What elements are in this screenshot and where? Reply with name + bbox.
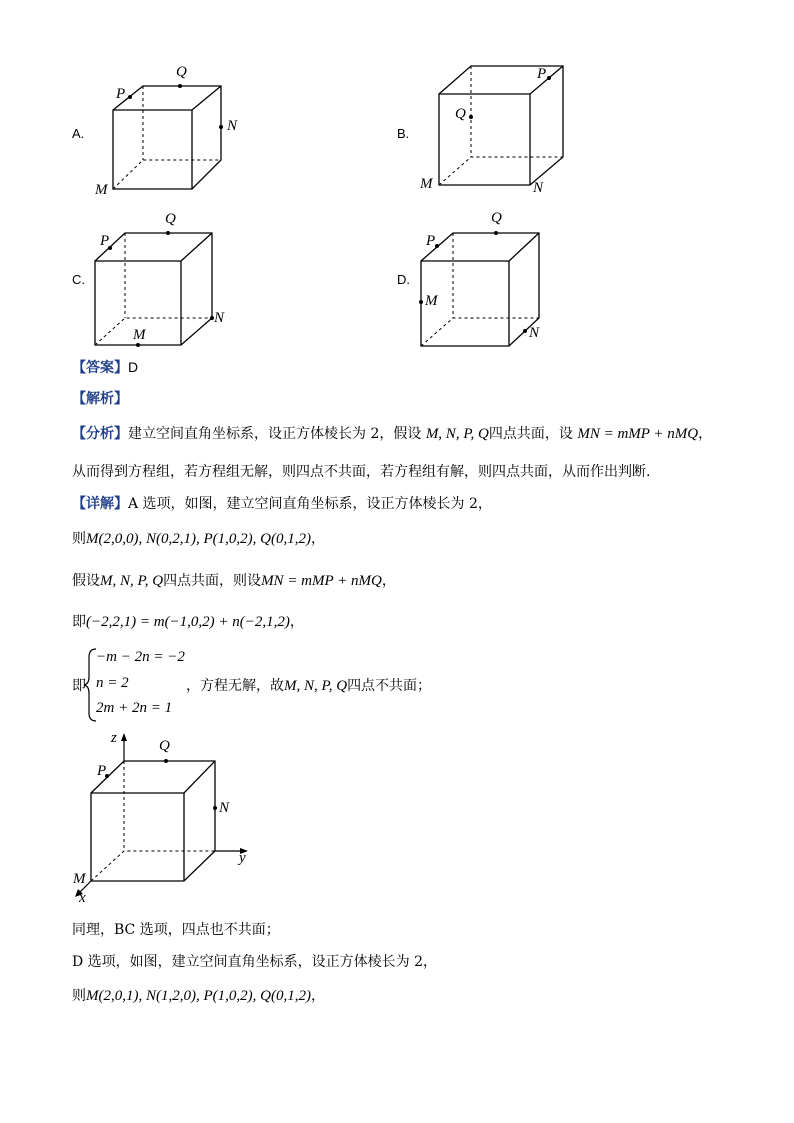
point-m-label-b: M [420, 176, 433, 192]
axis-point-m-label: M [73, 871, 86, 887]
coords-d-prefix: 则 [72, 988, 86, 1004]
coords-a-expression: M(2,0,0), N(0,2,1), P(1,0,2), Q(0,1,2) [86, 531, 311, 547]
system-eq-1: −m − 2n = −2 [96, 649, 185, 665]
system-a-conclusion-pre: ，方程无解，故 [186, 678, 284, 694]
answer-tag: 【答案】 [72, 360, 128, 376]
point-n-label-b: N [533, 180, 544, 196]
coords-a-prefix: 则 [72, 531, 86, 547]
coords-d-line [72, 986, 325, 1006]
option-c-label: C. [72, 272, 85, 287]
vector-eq-a-suffix: ， [289, 614, 304, 630]
point-m-label-c: M [133, 327, 146, 343]
assume-a-points: M, N, P, Q [100, 573, 164, 589]
point-q-label-a: Q [176, 64, 187, 80]
coords-d-expression: M(2,0,1), N(1,2,0), P(1,0,2), Q(0,1,2) [86, 988, 311, 1004]
axis-point-p-label: P [97, 763, 107, 779]
option-a-label: A. [72, 126, 85, 141]
xiangjie-text: A 选项，如图，建立空间直角坐标系，设正方体棱长为 2， [128, 496, 492, 512]
point-p-label-c: P [100, 233, 110, 249]
axis-y-label: y [239, 850, 246, 866]
coords-d-suffix: ， [310, 988, 325, 1004]
point-p-label-a: P [116, 86, 126, 102]
system-a-conclusion-post: 四点不共面； [347, 678, 432, 694]
tongli-line: 同理，BC 选项，四点也不共面； [72, 922, 280, 938]
assume-a-vector-equation: MN = mMP + nMQ [261, 573, 382, 589]
point-q-label-d: Q [491, 210, 502, 226]
point-p-label-b: P [537, 66, 547, 82]
fenxi-tag: 【分析】 [72, 426, 128, 442]
fenxi-line-2: 从而得到方程组，若方程组无解，则四点不共面，若方程组有解，则四点共面，从而作出判断. [72, 464, 651, 480]
point-m-label-a: M [95, 182, 108, 198]
point-n-label-c: N [214, 310, 225, 326]
assume-a-suffix: ， [381, 573, 396, 589]
fenxi-text-3: ， [698, 426, 713, 442]
assume-a-mid: 四点共面，则设 [163, 573, 262, 589]
answer-value: D [128, 359, 139, 375]
option-d-label: D. [397, 272, 410, 287]
axis-z-label: z [111, 730, 117, 746]
system-a-prefix: 即 [72, 678, 86, 694]
point-q-label-c: Q [165, 211, 176, 227]
assume-a-prefix: 假设 [72, 573, 100, 589]
point-n-label-a: N [227, 118, 238, 134]
point-q-label-b: Q [455, 106, 466, 122]
fenxi-text-1: 建立空间直角坐标系，设正方体棱长为 2，假设 [128, 426, 422, 442]
system-a-points: M, N, P, Q [284, 678, 348, 694]
d-option-line: D 选项，如图，建立空间直角坐标系，设正方体棱长为 2， [72, 954, 438, 970]
option-b-label: B. [397, 126, 410, 141]
fenxi-vector-equation: MN = mMP + nMQ [577, 426, 699, 442]
coords-a-suffix: ， [310, 531, 325, 547]
axis-point-n-label: N [219, 800, 230, 816]
fenxi-points: M, N, P, Q [425, 426, 489, 442]
axis-x-label: x [79, 890, 86, 906]
system-eq-2: n = 2 [96, 675, 129, 691]
analysis-tag: 【解析】 [72, 391, 128, 407]
vector-eq-a-expression: (−2,2,1) = m(−1,0,2) + n(−2,1,2) [86, 614, 290, 630]
fenxi-text-2: 四点共面，设 [488, 426, 573, 442]
axis-point-q-label: Q [159, 738, 170, 754]
system-eq-3: 2m + 2n = 1 [96, 700, 173, 716]
point-m-label-d: M [425, 293, 438, 309]
point-p-label-d: P [426, 233, 436, 249]
point-n-label-d: N [529, 325, 540, 341]
vector-eq-a-prefix: 即 [72, 614, 86, 630]
xiangjie-tag: 【详解】 [72, 496, 128, 512]
